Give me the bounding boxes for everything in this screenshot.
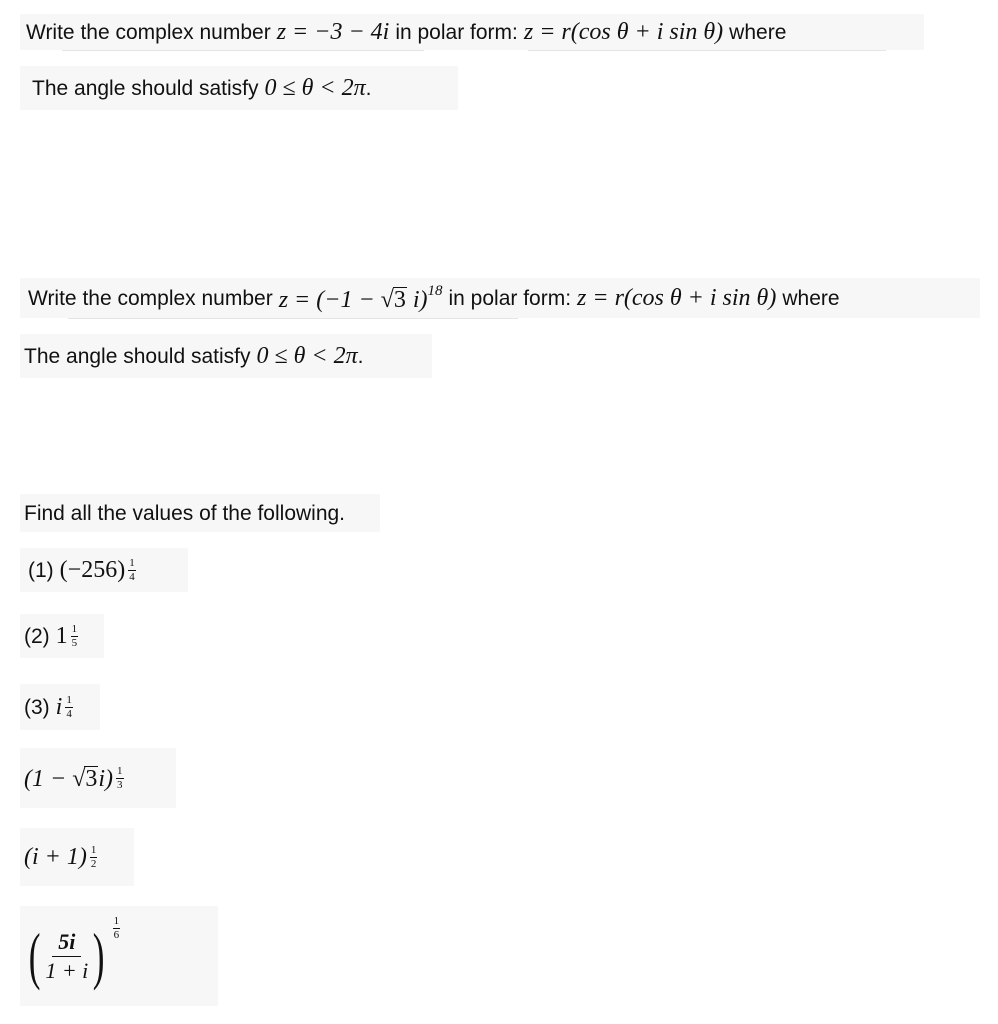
- item-label: (3): [24, 695, 50, 719]
- item-exponent: $\frac{1}{2}$: [90, 843, 97, 870]
- problem1-expression: z = −3 − 4i: [276, 19, 390, 45]
- problem1-statement: [20, 14, 924, 50]
- problem1-lead: Write the complex number: [26, 20, 271, 44]
- problem1-tail: where: [729, 20, 787, 44]
- problem2-sqrt-arg: 3: [393, 287, 406, 313]
- problem2-statement: [20, 278, 980, 318]
- problem1-polar-form: z = r(cos θ + i sin θ): [523, 19, 724, 45]
- item-base-right: i): [98, 765, 114, 792]
- item-exponent: $\frac{1}{4}$: [66, 693, 72, 720]
- problem1-angle-period: .: [365, 76, 372, 100]
- right-paren: ): [93, 920, 105, 991]
- problem1-underline-2: [528, 50, 886, 51]
- fraction-denominator: 1 + i: [45, 957, 89, 983]
- problem3-item-1: [20, 548, 188, 592]
- problem2-polar-form: z = r(cos θ + i sin θ): [577, 285, 777, 311]
- problem3-item-4: [20, 748, 176, 808]
- problem3-item-3: [20, 684, 100, 730]
- item-exponent: 1 6: [113, 915, 120, 941]
- item-exponent: $\frac{1}{4}$: [129, 556, 135, 583]
- problem3-item-5: [20, 828, 134, 886]
- problem2-mid: in polar form:: [448, 286, 572, 310]
- problem2-expr-right: i): [406, 287, 428, 313]
- item-base: (−256): [59, 557, 126, 583]
- item-base-left: (1 −: [24, 765, 73, 792]
- item-label: (2): [24, 624, 50, 648]
- problem2-exponent: 18: [427, 283, 443, 299]
- problem2-lead: Write the complex number: [28, 286, 273, 310]
- problem1-mid: in polar form:: [395, 20, 518, 44]
- problem2-angle-lead: The angle should satisfy: [24, 344, 251, 368]
- item-base: (i + 1): [24, 844, 87, 870]
- problem2-tail: where: [782, 286, 840, 310]
- problem2-sqrt: √ 3: [380, 287, 406, 313]
- item-exponent: $\frac{1}{5}$: [71, 622, 78, 649]
- item-sqrt-arg: 3: [85, 765, 98, 792]
- problem3-heading: [20, 494, 380, 532]
- fraction-numerator: 5i: [52, 931, 81, 957]
- problem1-angle-condition: [20, 66, 458, 110]
- problem2-angle-period: .: [357, 344, 364, 368]
- problem3-item-6: [20, 906, 218, 1006]
- problem2-expression: [279, 284, 443, 312]
- item-exponent: $\frac{1}{3}$: [117, 764, 123, 791]
- problem2-angle-condition: [20, 334, 432, 378]
- problem3-item-2: [20, 614, 104, 658]
- item-base: i: [55, 694, 63, 720]
- left-paren: (: [28, 920, 41, 991]
- item-sqrt: √ 3: [72, 765, 98, 792]
- problem1-angle-lead: The angle should satisfy: [32, 76, 259, 100]
- item-base: [24, 766, 113, 791]
- item-base: 1: [55, 623, 68, 649]
- item-label: (1): [28, 558, 54, 582]
- problem2-angle-inequality: 0 ≤ θ < 2π: [256, 343, 358, 369]
- problem1-angle-inequality: 0 ≤ θ < 2π: [264, 75, 366, 101]
- problem3-heading-text: Find all the values of the following.: [24, 501, 346, 525]
- problem2-underline: [68, 318, 518, 319]
- problem1-underline: [62, 50, 424, 51]
- item-fraction: [45, 928, 89, 983]
- problem2-expr-left: z = (−1 −: [278, 287, 381, 313]
